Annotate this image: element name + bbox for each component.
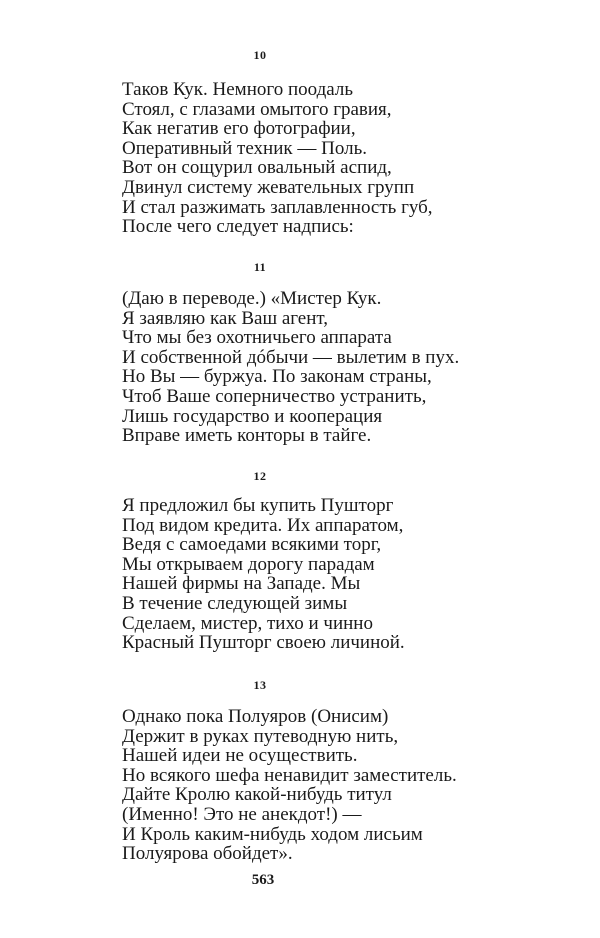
verse-line: Что мы без охотничьего аппарата bbox=[122, 327, 392, 349]
verse-line: Как негатив его фотографии, bbox=[122, 118, 356, 140]
verse-line: Дайте Кролю какой-нибудь титул bbox=[122, 784, 392, 806]
stanza bbox=[122, 496, 562, 653]
verse-line: И стал разжимать заплавленность губ, bbox=[122, 196, 433, 218]
verse-line: Вправе иметь конторы в тайге. bbox=[122, 425, 372, 447]
verse-line: И собственной дóбычи — вылетим в пух. bbox=[122, 346, 460, 368]
verse-line: Красный Пушторг своею личиной. bbox=[122, 632, 405, 654]
stanza-number: 12 bbox=[253, 469, 267, 483]
verse-line: Вот он сощурил овальный аспид, bbox=[122, 157, 392, 179]
verse-line: (Именно! Это не анекдот!) — bbox=[122, 803, 362, 825]
verse-line: Лишь государство и кооперация bbox=[122, 405, 383, 427]
stanza bbox=[122, 80, 562, 237]
verse-line: Таков Кук. Немного поодаль bbox=[122, 79, 353, 100]
verse-line: Полуярова обойдет». bbox=[122, 843, 293, 865]
verse-line: Нашей идеи не осуществить. bbox=[122, 745, 358, 767]
verse-line: Держит в руках путеводную нить, bbox=[122, 725, 399, 747]
verse-line: И Кроль каким-нибудь ходом лисьим bbox=[122, 823, 423, 845]
stanza-number: 13 bbox=[253, 678, 267, 692]
verse-line: Оперативный техник — Поль. bbox=[122, 137, 367, 159]
page-number: 563 bbox=[251, 872, 275, 888]
verse-line: Под видом кредита. Их аппаратом, bbox=[122, 514, 404, 536]
verse-line: Стоял, с глазами омытого гравия, bbox=[122, 98, 392, 120]
verse-line: Мы открываем дорогу парадам bbox=[122, 553, 375, 575]
verse-line: Чтоб Ваше соперничество устранить, bbox=[122, 385, 427, 407]
verse-line: Но Вы — буржуа. По законам страны, bbox=[122, 366, 432, 388]
verse-line: Двинул систему жевательных групп bbox=[122, 176, 415, 198]
verse-line: (Даю в переводе.) «Мистер Кук. bbox=[122, 288, 382, 309]
stanza bbox=[122, 289, 562, 446]
verse-line: После чего следует надпись: bbox=[122, 216, 354, 238]
verse-line: Нашей фирмы на Западе. Мы bbox=[122, 573, 361, 595]
verse-line: Ведя с самоедами всякими торг, bbox=[122, 534, 382, 556]
stanza bbox=[122, 707, 562, 864]
stanza-number: 10 bbox=[253, 48, 267, 62]
verse-line: Но всякого шефа ненавидит заместитель. bbox=[122, 764, 457, 786]
verse-line: Я предложил бы купить Пушторг bbox=[122, 495, 394, 516]
stanza-number: 11 bbox=[253, 260, 267, 274]
verse-line: В течение следующей зимы bbox=[122, 592, 348, 614]
verse-line: Сделаем, мистер, тихо и чинно bbox=[122, 612, 373, 634]
verse-line: Я заявляю как Ваш агент, bbox=[122, 307, 329, 329]
verse-line: Однако пока Полуяров (Онисим) bbox=[122, 706, 389, 727]
